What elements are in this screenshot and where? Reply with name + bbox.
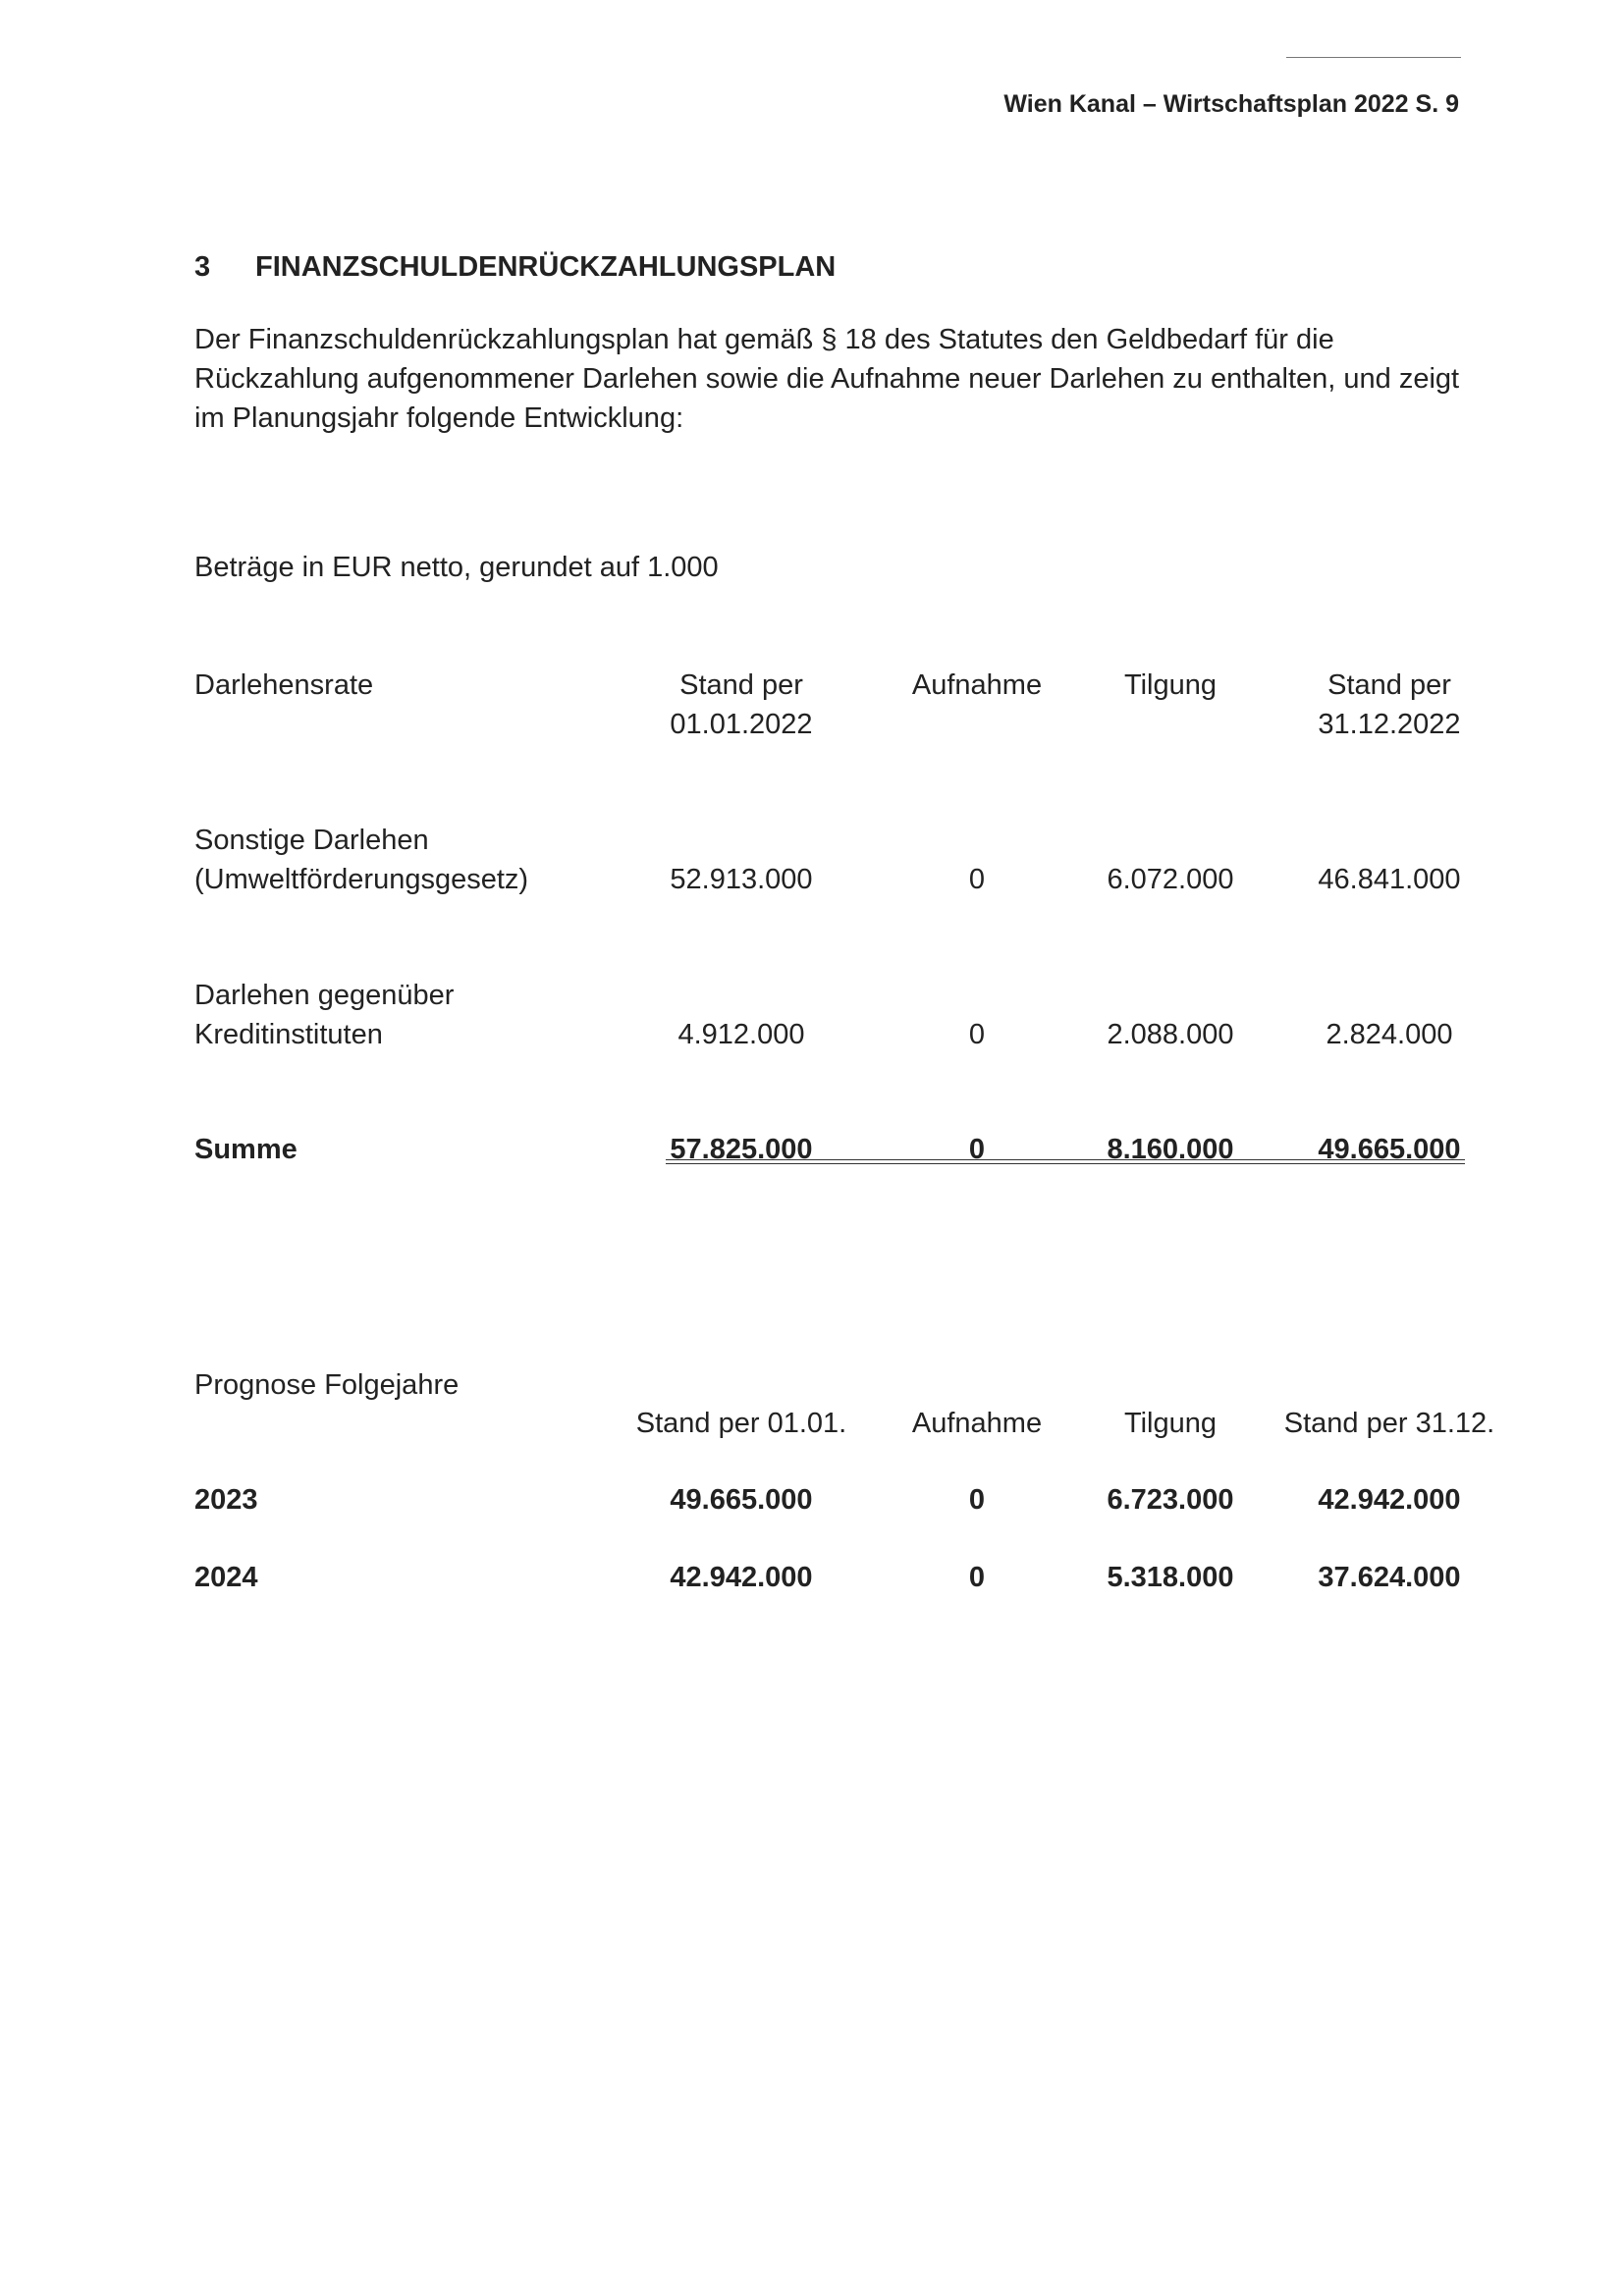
header-rule [1286, 57, 1461, 58]
forecast-header-end: Stand per 31.12. [1283, 1408, 1495, 1439]
table-header-start-line1: Stand per [679, 669, 803, 701]
total-label: Summe [194, 1134, 298, 1165]
forecast-cell-end: 42.942.000 [1318, 1484, 1461, 1516]
intro-paragraph [194, 320, 1471, 438]
intro-line: Der Finanzschuldenrückzahlungsplan hat gemäß § 18 des Statutes den Geldbedarf für die [194, 324, 1334, 355]
total-end: 49.665.000 [1318, 1134, 1461, 1165]
table-header-end [1291, 666, 1488, 744]
table-header-aufnahme: Aufnahme [911, 669, 1043, 701]
table-row-label [194, 821, 528, 899]
forecast-row-year: 2024 [194, 1562, 258, 1593]
total-tilgung: 8.160.000 [1107, 1134, 1234, 1165]
page-header-title: Wien Kanal – Wirtschaftsplan 2022 S. 9 [1003, 90, 1459, 118]
section-number: 3 [194, 251, 211, 283]
table-row-label-line1: Darlehen gegenüber [194, 980, 455, 1011]
table-cell-end: 46.841.000 [1318, 864, 1461, 895]
forecast-cell-end: 37.624.000 [1318, 1562, 1461, 1593]
table-cell-aufnahme: 0 [968, 864, 986, 895]
table-header-label: Darlehensrate [194, 669, 374, 701]
forecast-cell-tilgung: 6.723.000 [1107, 1484, 1234, 1516]
forecast-row-year: 2023 [194, 1484, 258, 1516]
forecast-header-start: Stand per 01.01. [635, 1408, 847, 1439]
amount-note: Beträge in EUR netto, gerundet auf 1.000 [194, 552, 719, 583]
section-title: FINANZSCHULDENRÜCKZAHLUNGSPLAN [255, 251, 837, 283]
table-row-label [194, 976, 454, 1054]
table-row-label-line1: Sonstige Darlehen [194, 825, 429, 856]
table-header-tilgung: Tilgung [1123, 669, 1218, 701]
total-aufnahme: 0 [968, 1134, 986, 1165]
forecast-cell-start: 49.665.000 [670, 1484, 813, 1516]
table-cell-end: 2.824.000 [1326, 1019, 1453, 1050]
table-row-label-line2: Kreditinstituten [194, 1019, 383, 1050]
table-header-end-line1: Stand per [1327, 669, 1451, 701]
table-header-start-line2: 01.01.2022 [670, 709, 813, 740]
table-row-label-line2: (Umweltförderungsgesetz) [194, 864, 529, 895]
table-header-start [643, 666, 839, 744]
table-cell-start: 4.912.000 [677, 1019, 805, 1050]
table-cell-tilgung: 6.072.000 [1107, 864, 1234, 895]
forecast-cell-tilgung: 5.318.000 [1107, 1562, 1234, 1593]
table-cell-tilgung: 2.088.000 [1107, 1019, 1234, 1050]
forecast-header-tilgung: Tilgung [1123, 1408, 1218, 1439]
table-header-end-line2: 31.12.2022 [1318, 709, 1461, 740]
intro-line: im Planungsjahr folgende Entwicklung: [194, 402, 684, 434]
forecast-cell-aufnahme: 0 [968, 1562, 986, 1593]
total-double-underline [666, 1159, 1465, 1164]
table-cell-aufnahme: 0 [968, 1019, 986, 1050]
intro-line: Rückzahlung aufgenommener Darlehen sowie die Aufnahme neuer Darlehen zu enthalten, und zeigt [194, 363, 1460, 395]
forecast-header-aufnahme: Aufnahme [911, 1408, 1043, 1439]
total-start: 57.825.000 [670, 1134, 813, 1165]
forecast-title: Prognose Folgejahre [194, 1369, 460, 1401]
forecast-cell-aufnahme: 0 [968, 1484, 986, 1516]
section-heading [194, 251, 836, 284]
table-cell-start: 52.913.000 [670, 864, 813, 895]
forecast-cell-start: 42.942.000 [670, 1562, 813, 1593]
